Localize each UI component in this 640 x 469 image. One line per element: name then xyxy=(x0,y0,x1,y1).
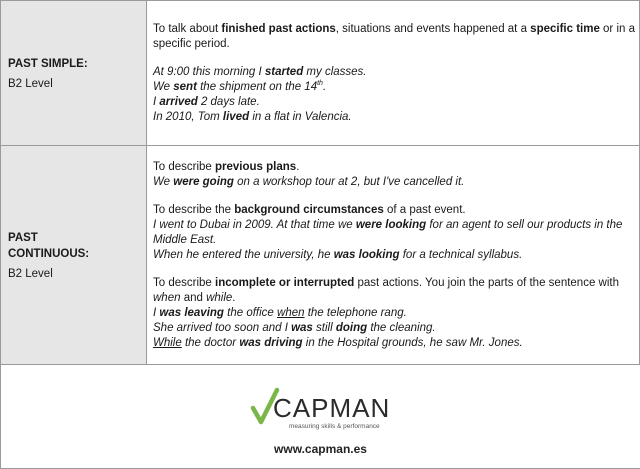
past-simple-label-cell xyxy=(1,1,147,146)
example-sentence: We were going on a workshop tour at 2, but I've cancelled it. xyxy=(153,175,465,188)
past-simple-level: B2 Level xyxy=(8,78,53,90)
past-continuous-level: B2 Level xyxy=(8,268,53,280)
example-sentence: We sent the shipment on the 14th. xyxy=(153,79,327,93)
past-simple-row xyxy=(1,1,640,146)
past-simple-title: PAST SIMPLE: xyxy=(8,58,88,70)
past-continuous-row xyxy=(1,146,640,365)
interrupted-description: To describe incomplete or interrupted past actions. You join the parts of the sentence with when and while. xyxy=(153,276,619,304)
example-sentence: I arrived 2 days late. xyxy=(153,95,260,108)
example-sentence: She arrived too soon and I was still doing the cleaning. xyxy=(153,321,436,334)
logo-tagline: measuring skills & performance xyxy=(289,423,380,430)
background-description: To describe the background circumstances of a past event. xyxy=(153,203,466,216)
example-sentence: When he entered the university, he was looking for a technical syllabus. xyxy=(153,248,523,261)
example-sentence: While the doctor was driving in the Hospital grounds, he saw Mr. Jones. xyxy=(153,336,523,349)
footer xyxy=(0,364,640,469)
past-simple-content xyxy=(147,1,640,146)
past-continuous-content xyxy=(147,146,640,365)
logo-wordmark: CAPMAN xyxy=(273,393,391,423)
example-sentence: At 9:00 this morning I started my classes. xyxy=(153,65,367,78)
plans-description: To describe previous plans. xyxy=(153,160,300,173)
past-simple-description: To talk about finished past actions, situations and events happened at a specific time or in a specific period. xyxy=(153,22,636,50)
capman-logo xyxy=(249,386,399,432)
example-sentence: I went to Dubai in 2009. At that time we were looking for an agent to sell our products in the Middle East. xyxy=(153,218,623,246)
example-sentence: I was leaving the office when the telephone rang. xyxy=(153,306,407,319)
past-continuous-label-cell xyxy=(1,146,147,365)
past-continuous-title: PAST CONTINUOUS: xyxy=(8,232,90,260)
website-link[interactable]: www.capman.es xyxy=(274,442,367,456)
example-sentence: In 2010, Tom lived in a flat in Valencia. xyxy=(153,110,352,123)
